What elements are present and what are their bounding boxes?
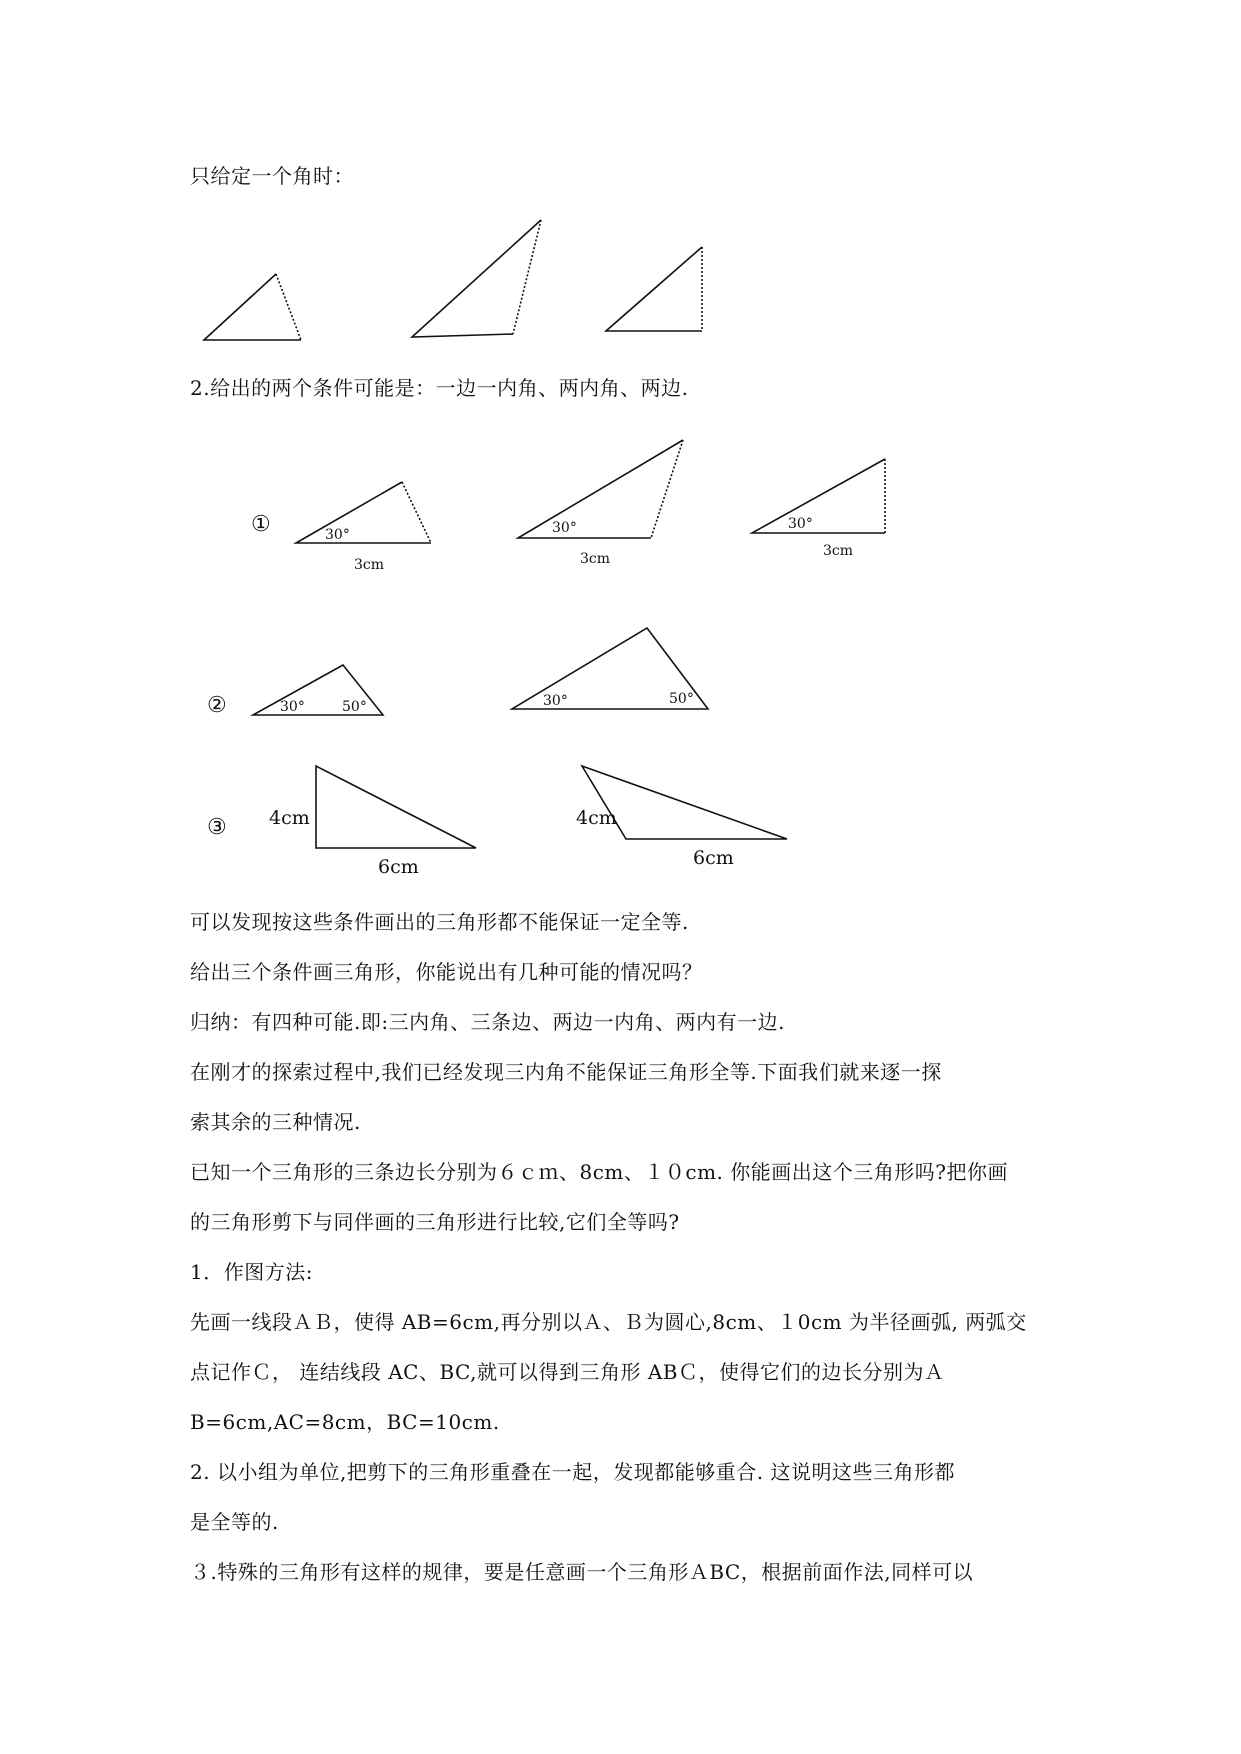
side-label: 3cm	[354, 557, 385, 573]
side-label: 3cm	[580, 551, 611, 567]
angle-label: 30°	[552, 520, 577, 536]
paragraph-summary: 归纳：有四种可能.即:三内角、三条边、两边一内角、两内有一边.	[190, 1010, 785, 1034]
side-label: 3cm	[823, 543, 854, 559]
paragraph-construction-line3: B=6cm,AC=8cm，BC=10cm.	[190, 1410, 500, 1434]
triangle-side-angle-1	[296, 482, 431, 543]
paragraph-special-triangle: ３.特殊的三角形有这样的规律，要是任意画一个三角形ＡBC，根据前面作法,同样可以	[190, 1560, 974, 1584]
angle-label: 50°	[342, 699, 367, 715]
paragraph-two-conditions: 2.给出的两个条件可能是：一边一内角、两内角、两边.	[190, 376, 689, 400]
paragraph-exploration-line1: 在刚才的探索过程中,我们已经发现三内角不能保证三角形全等.下面我们就来逐一探	[190, 1060, 942, 1084]
triangle-single-angle-1	[204, 274, 301, 340]
angle-label: 50°	[669, 691, 694, 707]
side-label: 4cm	[576, 807, 617, 829]
side-label: 6cm	[378, 856, 419, 878]
heading-construction-method: 1．作图方法:	[190, 1260, 313, 1284]
angle-label: 30°	[788, 516, 813, 532]
row-marker-1: ①	[251, 512, 271, 537]
triangle-single-angle-2	[412, 220, 541, 337]
row-marker-2: ②	[207, 693, 227, 718]
triangle-single-angle-3	[606, 247, 702, 331]
paragraph-single-angle: 只给定一个角时：	[190, 164, 354, 188]
triangle-side-angle-2	[518, 440, 683, 538]
paragraph-construction-line1: 先画一线段ＡＢ，使得 AB=6cm,再分别以Ａ、Ｂ为圆心,8cm、１0cm 为半径画弧, 两弧交	[190, 1310, 1027, 1334]
paragraph-group-line1: 2. 以小组为单位,把剪下的三角形重叠在一起，发现都能够重合. 这说明这些三角形都	[190, 1460, 956, 1484]
side-label: 4cm	[269, 807, 310, 829]
paragraph-not-congruent: 可以发现按这些条件画出的三角形都不能保证一定全等.	[190, 910, 689, 934]
angle-label: 30°	[325, 527, 350, 543]
paragraph-sides-question-line2: 的三角形剪下与同伴画的三角形进行比较,它们全等吗?	[190, 1210, 680, 1234]
paragraph-three-conditions-question: 给出三个条件画三角形，你能说出有几种可能的情况吗？	[190, 960, 703, 984]
paragraph-exploration-line2: 索其余的三种情况.	[190, 1110, 361, 1134]
triangle-side-angle-3	[752, 459, 885, 533]
paragraph-group-line2: 是全等的.	[190, 1510, 279, 1534]
angle-label: 30°	[543, 693, 568, 709]
paragraph-sides-question-line1: 已知一个三角形的三条边长分别为６ｃｍ、8cm、１０cm. 你能画出这个三角形吗?把你画	[190, 1160, 1008, 1184]
angle-label: 30°	[280, 699, 305, 715]
paragraph-construction-line2: 点记作Ｃ， 连结线段 AC、BC,就可以得到三角形 ABＣ，使得它们的边长分别为Ａ	[190, 1360, 945, 1384]
triangle-two-sides-1	[316, 766, 476, 848]
side-label: 6cm	[693, 847, 734, 869]
row-marker-3: ③	[207, 815, 227, 840]
